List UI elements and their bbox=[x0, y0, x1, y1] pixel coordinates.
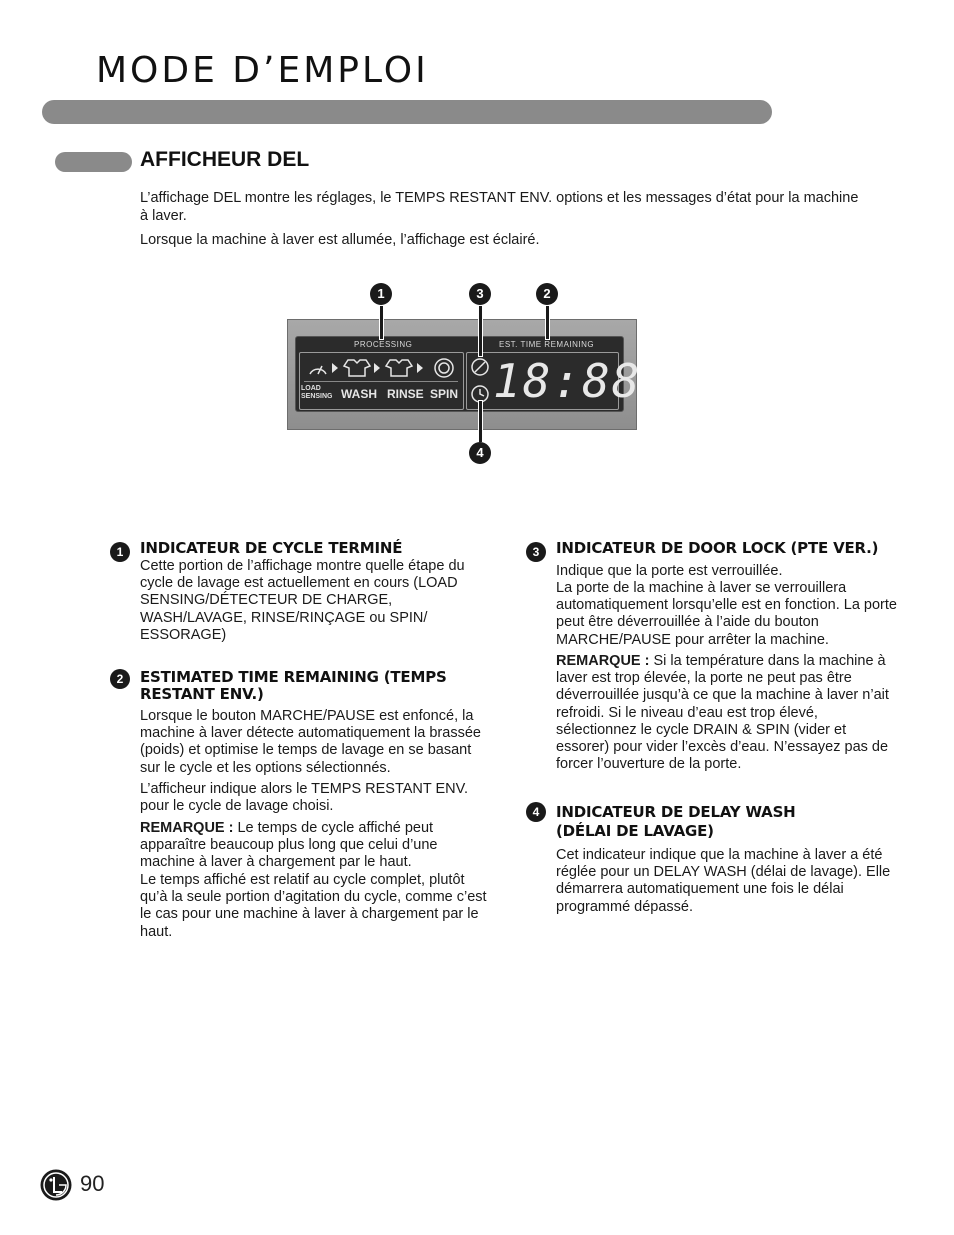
note-label: REMARQUE : bbox=[140, 820, 234, 836]
rinse-shirt-icon bbox=[386, 360, 412, 376]
item-2-note bbox=[140, 820, 495, 872]
arrow-right-icon bbox=[374, 363, 380, 373]
section-heading: AFFICHEUR DEL bbox=[140, 148, 310, 171]
time-remaining-label: EST. TIME REMAINING bbox=[499, 340, 595, 349]
spin-icon bbox=[435, 359, 453, 377]
item-4-title-line-2: (DÉLAI DE LAVAGE) bbox=[556, 822, 714, 840]
note-text: Si la température dans la machine à laver est trop élevée, la porte ne peut pas être déverrouillée jusqu’à ce que la machine à laver n’ait refroidi. Si le niveau d’eau est trop élevé, sélectionnez le cycle DRAIN & SPIN (vider et essorer) pour vider l’excès d’eau. N’essayez pas de forcer l’ouverture de la porte. bbox=[556, 653, 889, 773]
stage-spin: SPIN bbox=[430, 387, 459, 401]
stage-divider bbox=[304, 381, 458, 382]
lock-and-delay-icons bbox=[470, 357, 490, 405]
note-label: REMARQUE : bbox=[556, 653, 650, 669]
item-4-title-line-1: INDICATEUR DE DELAY WASH bbox=[556, 803, 796, 821]
processing-label: PROCESSING bbox=[354, 340, 413, 349]
stage-load-sensing: LOAD SENSING bbox=[301, 385, 333, 400]
callout-2: 2 bbox=[536, 283, 558, 305]
note-text: Le temps de cycle affiché peut apparaître beaucoup plus long que celui d’une machine à laver à chargement par le haut. bbox=[140, 820, 438, 871]
item-4-body: Cet indicateur indique que la machine à laver a été réglée pour un DELAY WASH (délai de lavage). Elle démarrera automatiquement une fois le délai programmé dépassé. bbox=[556, 847, 891, 915]
leader-line-1 bbox=[379, 305, 384, 340]
page-title: MODE D’EMPLOI bbox=[96, 50, 429, 91]
lg-logo-icon bbox=[40, 1169, 72, 1201]
item-number-badge: 2 bbox=[110, 669, 130, 689]
title-bar-divider bbox=[42, 100, 772, 124]
time-digits-readout: 18:88 bbox=[493, 354, 642, 408]
item-3-title: INDICATEUR DE DOOR LOCK (PTE VER.) bbox=[556, 539, 879, 557]
arrow-right-icon bbox=[417, 363, 423, 373]
callout-1: 1 bbox=[370, 283, 392, 305]
intro-paragraph-1: L’affichage DEL montre les réglages, le TEMPS RESTANT ENV. options et les messages d’état pour la machine à laver. bbox=[140, 190, 859, 224]
wash-shirt-icon bbox=[344, 360, 370, 376]
arrow-right-icon bbox=[332, 363, 338, 373]
item-number-badge: 4 bbox=[526, 802, 546, 822]
item-number-badge: 1 bbox=[110, 542, 130, 562]
item-3-note bbox=[556, 653, 901, 773]
leader-line-2 bbox=[545, 305, 550, 340]
load-sensing-icon bbox=[310, 366, 326, 374]
item-2-title: ESTIMATED TIME REMAINING (TEMPS RESTANT ENV.) bbox=[140, 668, 447, 703]
item-3-body-1: Indique que la porte est verrouillée. bbox=[556, 563, 783, 579]
leader-line-3 bbox=[478, 305, 483, 357]
item-number-badge: 3 bbox=[526, 542, 546, 562]
item-1-body: Cette portion de l’affichage montre quelle étape du cycle de lavage est actuellement en cours (LOAD SENSING/DÉTECTEUR DE CHARGE, WASH/LAVAGE, RINSE/RINÇAGE ou SPIN/ ESSORAGE) bbox=[140, 558, 465, 643]
item-2-body-1: Lorsque le bouton MARCHE/PAUSE est enfoncé, la machine à laver détecte automatiquement la brassée (poids) et optimise le temps de lavage en se basant sur le cycle et les options sélectionnés. bbox=[140, 708, 481, 776]
leader-line-4 bbox=[478, 400, 483, 443]
section-pill-marker bbox=[55, 152, 132, 172]
page-number: 90 bbox=[80, 1171, 105, 1196]
stage-rinse: RINSE bbox=[387, 387, 424, 401]
callout-3: 3 bbox=[469, 283, 491, 305]
intro-paragraph-2: Lorsque la machine à laver est allumée, l’affichage est éclairé. bbox=[140, 232, 540, 248]
callout-4: 4 bbox=[469, 442, 491, 464]
item-2-body-2: L’afficheur indique alors le TEMPS RESTANT ENV. pour le cycle de lavage choisi. bbox=[140, 781, 469, 815]
item-1-title: INDICATEUR DE CYCLE TERMINÉ bbox=[140, 539, 403, 557]
item-2-note-continued: Le temps affiché est relatif au cycle complet, plutôt qu’à la seule portion d’agitation du cycle, comme c’est le cas pour une machine à laver à chargement par le haut. bbox=[140, 872, 487, 940]
cycle-stage-icons bbox=[304, 356, 460, 380]
item-3-body-2: La porte de la machine à laver se verrouillera automatiquement lorsqu’elle est en fonction. La porte peut être déverrouillée à l’aide du bouton MARCHE/PAUSE pour arrêter la machine. bbox=[556, 580, 897, 648]
stage-wash: WASH bbox=[341, 387, 377, 401]
